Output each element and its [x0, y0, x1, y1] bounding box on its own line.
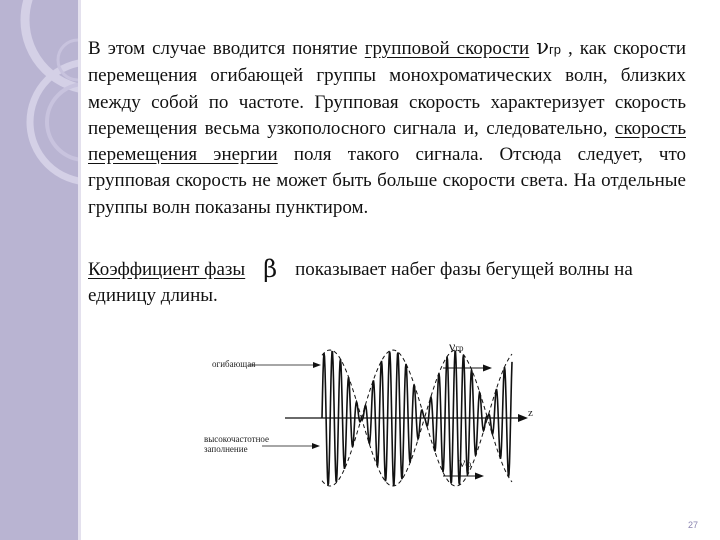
label-axis-z: z: [528, 407, 533, 419]
hf-pointer-arrow: [312, 443, 320, 449]
para1-ending: поля такого сигнала. Отсюда следует, что групповая скорость не может быть больше скорости света. На отдельные группы волн показаны пунктиром.: [88, 144, 687, 218]
z-axis-arrowhead: [518, 414, 528, 422]
label-envelope: огибающая: [212, 359, 256, 369]
label-group-velocity: [449, 340, 464, 356]
group-velocity-arrowhead: [483, 365, 492, 372]
para1-body: , как скорости перемещения огибающей группы монохроматических волн, близких между собой по частоте. Групповая скорость характеризует скорость перемещения весьма узкополосного сигнала и, следовательно,: [88, 38, 686, 139]
envelope-pointer-arrow: [313, 362, 321, 368]
para2-text: показывает набег фазы бегущей волны на единицу длины.: [88, 259, 633, 306]
term-phase-coefficient: Коэффициент фазы: [88, 259, 246, 280]
label-phase-velocity-sub: ф: [465, 459, 472, 469]
symbol-sub-gr: гр: [549, 42, 562, 57]
label-group-velocity-sub: гр: [455, 343, 464, 353]
label-hf-fill-line1: высокочастотное: [204, 434, 270, 444]
term-energy-speed: скорость перемещения энергии: [88, 117, 686, 166]
side-band-edge: [78, 0, 81, 540]
label-phase-velocity-symbol: ν: [459, 456, 466, 471]
label-hf-fill-line2: заполнение: [204, 444, 248, 454]
page-number: 27: [688, 520, 699, 530]
label-phase-velocity: [459, 456, 471, 472]
intro-text: В этом случае вводится понятие: [88, 38, 358, 59]
phase-velocity-arrowhead: [475, 473, 484, 480]
decorative-side-band: [0, 0, 78, 540]
symbol-beta: β: [263, 255, 278, 283]
term-group-velocity: групповой скорости: [364, 38, 530, 59]
wave-packet-diagram: [200, 338, 550, 508]
decorative-circles: [0, 0, 78, 540]
paragraph-phase-coefficient: [88, 254, 688, 309]
symbol-nu: ν: [536, 35, 550, 59]
label-group-velocity-symbol: ν: [449, 340, 456, 355]
paragraph-group-velocity: [88, 34, 686, 221]
